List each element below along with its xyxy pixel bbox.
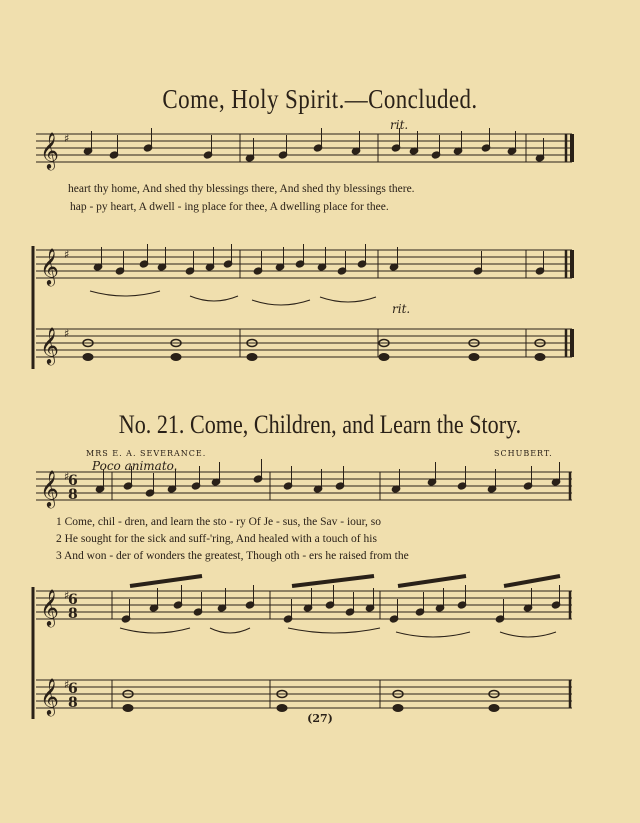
svg-text:♯: ♯	[64, 327, 70, 340]
svg-text:8: 8	[68, 695, 78, 711]
treble-clef-icon: 𝄞	[40, 588, 59, 626]
tempo-marking: Poco animato.	[92, 459, 178, 473]
svg-text:♯: ♯	[64, 589, 70, 602]
hymn-title-no21: No. 21. Come, Children, and Learn the Story.	[118, 410, 522, 439]
note-heads	[83, 128, 561, 712]
svg-text:8: 8	[68, 487, 78, 503]
verse-1-lyrics: 1 Come, chil - dren, and learn the sto - ry Of Je - sus, the Sav - iour, so	[56, 516, 381, 528]
page-number: (27)	[307, 712, 333, 725]
staff-lines	[36, 134, 572, 708]
verse-3-lyrics: 3 And won - der of wonders the greatest, Though oth - ers he raised from the	[56, 550, 409, 562]
section-title-concluded: Come, Holy Spirit.—Concluded.	[162, 84, 478, 114]
svg-text:8: 8	[68, 606, 78, 622]
treble-clef-icon: 𝄞	[40, 247, 59, 285]
treble-clef-icon: 𝄞	[40, 326, 59, 364]
verse-2-lyrics: 2 He sought for the sick and suff-'ring, And healed with a touch of his	[56, 533, 377, 545]
treble-clef-icon: 𝄞	[40, 469, 59, 507]
svg-text:6: 6	[68, 592, 78, 608]
svg-text:♯: ♯	[64, 132, 70, 145]
svg-text:♯: ♯	[64, 678, 70, 691]
barlines	[33, 134, 572, 719]
svg-text:6: 6	[68, 473, 78, 489]
ritardando-marking-top: rit.	[390, 118, 409, 132]
treble-clef-icon: 𝄞	[40, 677, 59, 715]
svg-text:♯: ♯	[64, 248, 70, 261]
ritardando-marking-mid: rit.	[392, 302, 411, 316]
svg-text:6: 6	[68, 681, 78, 697]
lyrics-line-2: hap - py heart, A dwell - ing place for thee, A dwelling place for thee.	[70, 201, 389, 213]
composer-credit: SCHUBERT.	[494, 449, 553, 458]
lyricist-credit: MRS E. A. SEVERANCE.	[86, 449, 207, 458]
svg-text:♯: ♯	[64, 470, 70, 483]
clefs-and-signatures	[40, 131, 78, 716]
lyrics-line-1: heart thy home, And shed thy blessings there, And shed thy blessings there.	[68, 183, 415, 195]
treble-clef-icon: 𝄞	[40, 131, 59, 169]
